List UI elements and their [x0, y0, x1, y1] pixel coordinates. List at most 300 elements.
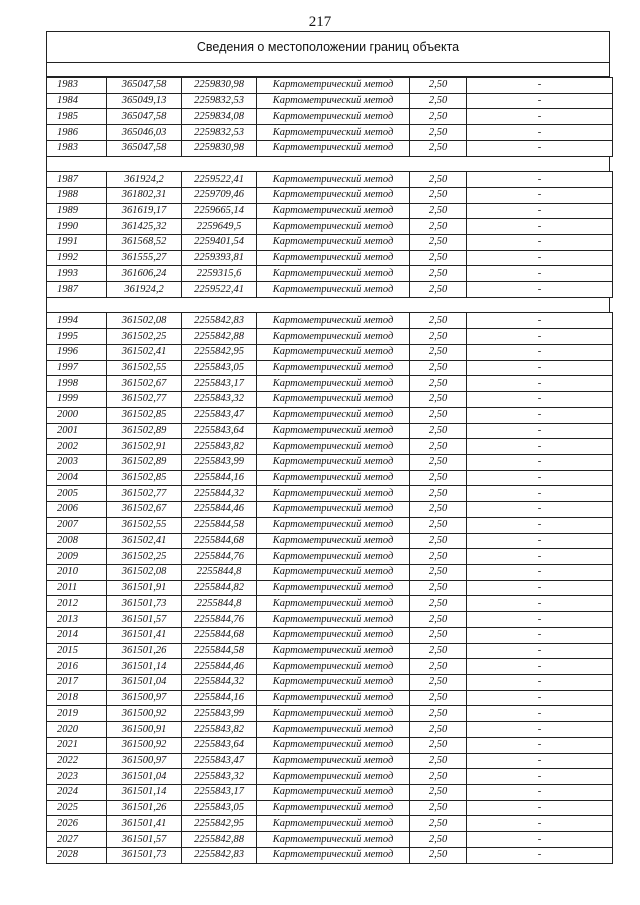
- method-cell: Картометрический метод: [257, 282, 410, 298]
- accuracy-cell: 2,50: [410, 564, 467, 580]
- method-cell: Картометрический метод: [257, 344, 410, 360]
- table-row: [47, 549, 613, 565]
- coord-x-cell: 361501,41: [107, 816, 182, 832]
- accuracy-cell: 2,50: [410, 769, 467, 785]
- method-cell: Картометрический метод: [257, 329, 410, 345]
- point-number-cell: 2015: [47, 643, 107, 659]
- description-cell: -: [467, 439, 613, 455]
- description-cell: -: [467, 486, 613, 502]
- method-cell: Картометрический метод: [257, 486, 410, 502]
- table-row: [47, 344, 613, 360]
- coord-y-cell: 2259832,53: [182, 125, 257, 141]
- table-row: [47, 486, 613, 502]
- description-cell: -: [467, 360, 613, 376]
- table-row: [47, 392, 613, 408]
- description-cell: -: [467, 737, 613, 753]
- page-number: 217: [308, 14, 332, 30]
- coord-y-cell: 2255843,32: [182, 392, 257, 408]
- point-group: [46, 77, 613, 157]
- method-cell: Картометрический метод: [257, 219, 410, 235]
- table-row: [47, 627, 613, 643]
- coord-y-cell: 2255843,32: [182, 769, 257, 785]
- description-cell: -: [467, 517, 613, 533]
- description-cell: -: [467, 203, 613, 219]
- accuracy-cell: 2,50: [410, 423, 467, 439]
- accuracy-cell: 2,50: [410, 219, 467, 235]
- coord-y-cell: 2259830,98: [182, 78, 257, 94]
- coord-y-cell: 2255844,46: [182, 659, 257, 675]
- point-number-cell: 1983: [47, 78, 107, 94]
- accuracy-cell: 2,50: [410, 675, 467, 691]
- coord-y-cell: 2259665,14: [182, 203, 257, 219]
- description-cell: -: [467, 769, 613, 785]
- accuracy-cell: 2,50: [410, 439, 467, 455]
- accuracy-cell: 2,50: [410, 753, 467, 769]
- coord-y-cell: 2259522,41: [182, 282, 257, 298]
- accuracy-cell: 2,50: [410, 329, 467, 345]
- method-cell: Картометрический метод: [257, 407, 410, 423]
- point-number-cell: 2010: [47, 564, 107, 580]
- table-row: [47, 564, 613, 580]
- method-cell: Картометрический метод: [257, 313, 410, 329]
- method-cell: Картометрический метод: [257, 517, 410, 533]
- coord-y-cell: 2255843,17: [182, 785, 257, 801]
- point-number-cell: 2008: [47, 533, 107, 549]
- description-cell: -: [467, 266, 613, 282]
- method-cell: Картометрический метод: [257, 533, 410, 549]
- description-cell: -: [467, 313, 613, 329]
- coord-x-cell: 361501,04: [107, 675, 182, 691]
- table-row: [47, 517, 613, 533]
- coord-y-cell: 2255842,95: [182, 816, 257, 832]
- description-cell: -: [467, 423, 613, 439]
- point-number-cell: 1996: [47, 344, 107, 360]
- accuracy-cell: 2,50: [410, 360, 467, 376]
- description-cell: -: [467, 706, 613, 722]
- description-cell: -: [467, 454, 613, 470]
- accuracy-cell: 2,50: [410, 235, 467, 251]
- coord-x-cell: 361501,14: [107, 785, 182, 801]
- coord-x-cell: 361502,55: [107, 360, 182, 376]
- coord-y-cell: 2259401,54: [182, 235, 257, 251]
- coord-x-cell: 361502,08: [107, 564, 182, 580]
- method-cell: Картометрический метод: [257, 235, 410, 251]
- point-number-cell: 2023: [47, 769, 107, 785]
- accuracy-cell: 2,50: [410, 549, 467, 565]
- description-cell: -: [467, 643, 613, 659]
- coord-y-cell: 2255844,76: [182, 549, 257, 565]
- description-cell: -: [467, 187, 613, 203]
- coord-x-cell: 361502,89: [107, 454, 182, 470]
- table-row: [47, 706, 613, 722]
- table-row: [47, 816, 613, 832]
- coord-y-cell: 2259649,5: [182, 219, 257, 235]
- coord-y-cell: 2255844,68: [182, 627, 257, 643]
- method-cell: Картометрический метод: [257, 454, 410, 470]
- table-row: [47, 470, 613, 486]
- coord-x-cell: 361502,55: [107, 517, 182, 533]
- table-row: [47, 847, 613, 863]
- point-number-cell: 2019: [47, 706, 107, 722]
- table-row: [47, 360, 613, 376]
- blank-row: [46, 156, 610, 172]
- method-cell: Картометрический метод: [257, 659, 410, 675]
- accuracy-cell: 2,50: [410, 187, 467, 203]
- table-row: [47, 785, 613, 801]
- coord-y-cell: 2255844,16: [182, 690, 257, 706]
- coord-y-cell: 2255843,99: [182, 706, 257, 722]
- description-cell: -: [467, 549, 613, 565]
- coord-x-cell: 361502,85: [107, 407, 182, 423]
- coord-x-cell: 365047,58: [107, 140, 182, 156]
- description-cell: -: [467, 753, 613, 769]
- point-group: [46, 171, 613, 298]
- table-title: Сведения о местоположении границ объекта: [46, 31, 610, 63]
- method-cell: Картометрический метод: [257, 549, 410, 565]
- description-cell: -: [467, 172, 613, 188]
- table-row: [47, 690, 613, 706]
- table-row: [47, 722, 613, 738]
- table-row: [47, 109, 613, 125]
- point-number-cell: 1994: [47, 313, 107, 329]
- point-number-cell: 2026: [47, 816, 107, 832]
- coord-x-cell: 361502,41: [107, 344, 182, 360]
- point-number-cell: 1993: [47, 266, 107, 282]
- method-cell: Картометрический метод: [257, 847, 410, 863]
- method-cell: Картометрический метод: [257, 93, 410, 109]
- coord-x-cell: 361502,91: [107, 439, 182, 455]
- coord-x-cell: 361802,31: [107, 187, 182, 203]
- description-cell: -: [467, 816, 613, 832]
- coord-y-cell: 2255844,58: [182, 643, 257, 659]
- coord-x-cell: 361502,89: [107, 423, 182, 439]
- coord-x-cell: 361502,41: [107, 533, 182, 549]
- accuracy-cell: 2,50: [410, 250, 467, 266]
- table-row: [47, 502, 613, 518]
- accuracy-cell: 2,50: [410, 832, 467, 848]
- accuracy-cell: 2,50: [410, 517, 467, 533]
- method-cell: Картометрический метод: [257, 187, 410, 203]
- coord-x-cell: 361924,2: [107, 172, 182, 188]
- table-row: [47, 266, 613, 282]
- point-number-cell: 2011: [47, 580, 107, 596]
- description-cell: -: [467, 580, 613, 596]
- coord-y-cell: 2259522,41: [182, 172, 257, 188]
- coord-y-cell: 2255844,32: [182, 675, 257, 691]
- coord-x-cell: 361501,91: [107, 580, 182, 596]
- method-cell: Картометрический метод: [257, 423, 410, 439]
- accuracy-cell: 2,50: [410, 454, 467, 470]
- table-row: [47, 376, 613, 392]
- description-cell: -: [467, 612, 613, 628]
- description-cell: -: [467, 282, 613, 298]
- point-number-cell: 2022: [47, 753, 107, 769]
- description-cell: -: [467, 596, 613, 612]
- point-number-cell: 2005: [47, 486, 107, 502]
- coord-y-cell: 2255844,58: [182, 517, 257, 533]
- method-cell: Картометрический метод: [257, 78, 410, 94]
- coord-x-cell: 361425,32: [107, 219, 182, 235]
- accuracy-cell: 2,50: [410, 706, 467, 722]
- coord-x-cell: 361501,57: [107, 612, 182, 628]
- description-cell: -: [467, 785, 613, 801]
- point-number-cell: 1987: [47, 172, 107, 188]
- coord-y-cell: 2259393,81: [182, 250, 257, 266]
- accuracy-cell: 2,50: [410, 266, 467, 282]
- coord-x-cell: 361502,77: [107, 392, 182, 408]
- accuracy-cell: 2,50: [410, 785, 467, 801]
- coord-x-cell: 361501,26: [107, 643, 182, 659]
- description-cell: -: [467, 93, 613, 109]
- point-number-cell: 2000: [47, 407, 107, 423]
- accuracy-cell: 2,50: [410, 407, 467, 423]
- coord-x-cell: 361502,08: [107, 313, 182, 329]
- accuracy-cell: 2,50: [410, 659, 467, 675]
- point-number-cell: 2014: [47, 627, 107, 643]
- accuracy-cell: 2,50: [410, 470, 467, 486]
- table-row: [47, 140, 613, 156]
- point-number-cell: 1997: [47, 360, 107, 376]
- coord-x-cell: 361555,27: [107, 250, 182, 266]
- coord-y-cell: 2255843,47: [182, 407, 257, 423]
- coord-x-cell: 365047,58: [107, 78, 182, 94]
- accuracy-cell: 2,50: [410, 612, 467, 628]
- table-row: [47, 800, 613, 816]
- method-cell: Картометрический метод: [257, 690, 410, 706]
- coord-x-cell: 361501,57: [107, 832, 182, 848]
- method-cell: Картометрический метод: [257, 769, 410, 785]
- coord-x-cell: 361501,26: [107, 800, 182, 816]
- coord-y-cell: 2259709,46: [182, 187, 257, 203]
- coord-x-cell: 361619,17: [107, 203, 182, 219]
- point-number-cell: 2012: [47, 596, 107, 612]
- method-cell: Картометрический метод: [257, 140, 410, 156]
- table-row: [47, 659, 613, 675]
- coord-y-cell: 2259830,98: [182, 140, 257, 156]
- coord-y-cell: 2255843,82: [182, 722, 257, 738]
- point-number-cell: 2020: [47, 722, 107, 738]
- coord-y-cell: 2255842,95: [182, 344, 257, 360]
- table-row: [47, 643, 613, 659]
- method-cell: Картометрический метод: [257, 439, 410, 455]
- table-row: [47, 313, 613, 329]
- point-number-cell: 2021: [47, 737, 107, 753]
- method-cell: Картометрический метод: [257, 753, 410, 769]
- table-row: [47, 737, 613, 753]
- coord-y-cell: 2255843,99: [182, 454, 257, 470]
- method-cell: Картометрический метод: [257, 612, 410, 628]
- accuracy-cell: 2,50: [410, 580, 467, 596]
- description-cell: -: [467, 78, 613, 94]
- coord-x-cell: 365049,13: [107, 93, 182, 109]
- accuracy-cell: 2,50: [410, 376, 467, 392]
- description-cell: -: [467, 407, 613, 423]
- coord-y-cell: 2259315,6: [182, 266, 257, 282]
- coord-x-cell: 361501,73: [107, 847, 182, 863]
- coord-x-cell: 361501,14: [107, 659, 182, 675]
- method-cell: Картометрический метод: [257, 392, 410, 408]
- accuracy-cell: 2,50: [410, 203, 467, 219]
- coord-x-cell: 361500,91: [107, 722, 182, 738]
- coord-y-cell: 2255844,46: [182, 502, 257, 518]
- accuracy-cell: 2,50: [410, 392, 467, 408]
- description-cell: -: [467, 219, 613, 235]
- method-cell: Картометрический метод: [257, 203, 410, 219]
- point-number-cell: 2028: [47, 847, 107, 863]
- table-row: [47, 753, 613, 769]
- description-cell: -: [467, 125, 613, 141]
- point-number-cell: 2003: [47, 454, 107, 470]
- method-cell: Картометрический метод: [257, 564, 410, 580]
- coord-y-cell: 2255843,64: [182, 423, 257, 439]
- point-number-cell: 1986: [47, 125, 107, 141]
- description-cell: -: [467, 690, 613, 706]
- method-cell: Картометрический метод: [257, 832, 410, 848]
- description-cell: -: [467, 109, 613, 125]
- accuracy-cell: 2,50: [410, 627, 467, 643]
- point-number-cell: 2027: [47, 832, 107, 848]
- accuracy-cell: 2,50: [410, 722, 467, 738]
- point-number-cell: 2002: [47, 439, 107, 455]
- coord-y-cell: 2255844,16: [182, 470, 257, 486]
- table-row: [47, 769, 613, 785]
- accuracy-cell: 2,50: [410, 125, 467, 141]
- table-row: [47, 172, 613, 188]
- coord-y-cell: 2259834,08: [182, 109, 257, 125]
- method-cell: Картометрический метод: [257, 360, 410, 376]
- description-cell: -: [467, 722, 613, 738]
- coord-y-cell: 2255844,32: [182, 486, 257, 502]
- method-cell: Картометрический метод: [257, 580, 410, 596]
- accuracy-cell: 2,50: [410, 282, 467, 298]
- point-number-cell: 2018: [47, 690, 107, 706]
- point-number-cell: 2009: [47, 549, 107, 565]
- accuracy-cell: 2,50: [410, 172, 467, 188]
- method-cell: Картометрический метод: [257, 627, 410, 643]
- coord-x-cell: 361502,25: [107, 329, 182, 345]
- table-row: [47, 832, 613, 848]
- point-number-cell: 1991: [47, 235, 107, 251]
- coord-y-cell: 2255842,83: [182, 847, 257, 863]
- accuracy-cell: 2,50: [410, 486, 467, 502]
- description-cell: -: [467, 392, 613, 408]
- coord-y-cell: 2255843,05: [182, 360, 257, 376]
- method-cell: Картометрический метод: [257, 722, 410, 738]
- method-cell: Картометрический метод: [257, 737, 410, 753]
- coord-y-cell: 2255843,64: [182, 737, 257, 753]
- coord-x-cell: 361501,73: [107, 596, 182, 612]
- coord-x-cell: 361500,92: [107, 737, 182, 753]
- coord-x-cell: 361501,04: [107, 769, 182, 785]
- method-cell: Картометрический метод: [257, 800, 410, 816]
- description-cell: -: [467, 376, 613, 392]
- point-number-cell: 2024: [47, 785, 107, 801]
- coord-y-cell: 2255844,76: [182, 612, 257, 628]
- method-cell: Картометрический метод: [257, 376, 410, 392]
- coord-x-cell: 365046,03: [107, 125, 182, 141]
- coord-y-cell: 2255842,88: [182, 329, 257, 345]
- point-number-cell: 1985: [47, 109, 107, 125]
- coord-y-cell: 2255842,88: [182, 832, 257, 848]
- description-cell: -: [467, 659, 613, 675]
- point-number-cell: 2016: [47, 659, 107, 675]
- point-number-cell: 1987: [47, 282, 107, 298]
- coord-x-cell: 361501,41: [107, 627, 182, 643]
- point-number-cell: 1988: [47, 187, 107, 203]
- method-cell: Картометрический метод: [257, 785, 410, 801]
- table-row: [47, 423, 613, 439]
- method-cell: Картометрический метод: [257, 706, 410, 722]
- accuracy-cell: 2,50: [410, 800, 467, 816]
- description-cell: -: [467, 533, 613, 549]
- description-cell: -: [467, 800, 613, 816]
- description-cell: -: [467, 140, 613, 156]
- boundary-table: [46, 31, 610, 859]
- table-row: [47, 203, 613, 219]
- accuracy-cell: 2,50: [410, 533, 467, 549]
- coord-x-cell: 361500,97: [107, 690, 182, 706]
- blank-row: [46, 297, 610, 313]
- coord-y-cell: 2255843,82: [182, 439, 257, 455]
- table-row: [47, 93, 613, 109]
- accuracy-cell: 2,50: [410, 737, 467, 753]
- accuracy-cell: 2,50: [410, 78, 467, 94]
- method-cell: Картометрический метод: [257, 675, 410, 691]
- description-cell: -: [467, 627, 613, 643]
- table-row: [47, 250, 613, 266]
- table-row: [47, 533, 613, 549]
- point-number-cell: 1995: [47, 329, 107, 345]
- table-row: [47, 454, 613, 470]
- coord-y-cell: 2255844,68: [182, 533, 257, 549]
- description-cell: -: [467, 250, 613, 266]
- description-cell: -: [467, 470, 613, 486]
- description-cell: -: [467, 235, 613, 251]
- coord-y-cell: 2255844,82: [182, 580, 257, 596]
- point-number-cell: 2007: [47, 517, 107, 533]
- table-row: [47, 235, 613, 251]
- method-cell: Картометрический метод: [257, 125, 410, 141]
- accuracy-cell: 2,50: [410, 140, 467, 156]
- point-number-cell: 2013: [47, 612, 107, 628]
- coord-y-cell: 2255842,83: [182, 313, 257, 329]
- method-cell: Картометрический метод: [257, 643, 410, 659]
- point-number-cell: 1998: [47, 376, 107, 392]
- coord-x-cell: 361606,24: [107, 266, 182, 282]
- point-number-cell: 1989: [47, 203, 107, 219]
- description-cell: -: [467, 564, 613, 580]
- table-row: [47, 675, 613, 691]
- accuracy-cell: 2,50: [410, 643, 467, 659]
- method-cell: Картометрический метод: [257, 109, 410, 125]
- accuracy-cell: 2,50: [410, 344, 467, 360]
- coord-y-cell: 2255843,05: [182, 800, 257, 816]
- method-cell: Картометрический метод: [257, 266, 410, 282]
- table-row: [47, 439, 613, 455]
- accuracy-cell: 2,50: [410, 109, 467, 125]
- coord-x-cell: 361924,2: [107, 282, 182, 298]
- point-number-cell: 2006: [47, 502, 107, 518]
- description-cell: -: [467, 847, 613, 863]
- table-row: [47, 125, 613, 141]
- point-number-cell: 1992: [47, 250, 107, 266]
- coord-y-cell: 2259832,53: [182, 93, 257, 109]
- description-cell: -: [467, 344, 613, 360]
- method-cell: Картометрический метод: [257, 250, 410, 266]
- blank-row: [46, 62, 610, 77]
- point-number-cell: 1984: [47, 93, 107, 109]
- coord-x-cell: 361568,52: [107, 235, 182, 251]
